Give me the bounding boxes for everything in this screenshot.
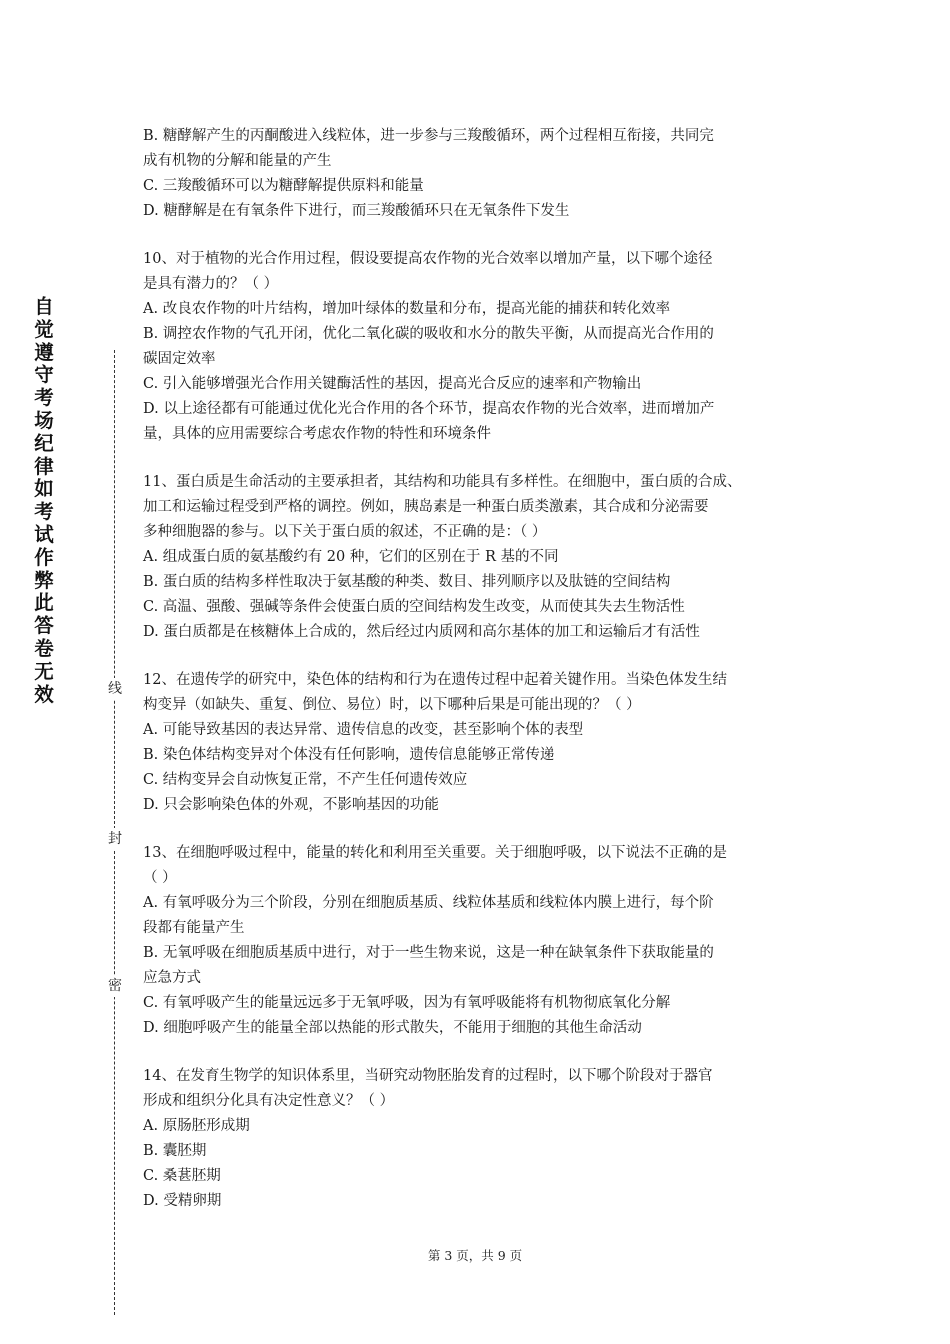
question-14 — [143, 1064, 828, 1214]
binding-mark-feng: 封 — [104, 828, 126, 850]
question-stem-line: 11、蛋白质是生命活动的主要承担者，其结构和功能具有多样性。在细胞中，蛋白质的合成、 — [143, 474, 742, 490]
option-line: 碳固定效率 — [143, 351, 216, 367]
question-10 — [143, 247, 828, 447]
option-line: A. 原肠胚形成期 — [143, 1118, 250, 1134]
question-content — [143, 124, 828, 1214]
question-stem-line: 加工和运输过程受到严格的调控。例如，胰岛素是一种蛋白质类激素，其合成和分泌需要 — [143, 499, 709, 515]
option-line: D. 蛋白质都是在核糖体上合成的，然后经过内质网和高尔基体的加工和运输后才有活性 — [143, 624, 700, 640]
option-line: C. 有氧呼吸产生的能量远远多于无氧呼吸，因为有氧呼吸能将有机物彻底氧化分解 — [143, 995, 671, 1011]
option-line: A. 有氧呼吸分为三个阶段，分别在细胞质基质、线粒体基质和线粒体内膜上进行，每个阶 — [143, 895, 714, 911]
question-stem-line: （ ） — [143, 870, 177, 886]
option-line: C. 桑葚胚期 — [143, 1168, 221, 1184]
question-stem-line: 13、在细胞呼吸过程中，能量的转化和利用至关重要。关于细胞呼吸，以下说法不正确的是 — [143, 845, 727, 861]
question-13 — [143, 841, 828, 1041]
option-line: C. 三羧酸循环可以为糖酵解提供原料和能量 — [143, 178, 424, 194]
page-number: 第 3 页，共 9 页 — [427, 1248, 523, 1263]
binding-mark-xian: 线 — [104, 678, 126, 700]
question-stem-line: 12、在遗传学的研究中，染色体的结构和行为在遗传过程中起着关键作用。当染色体发生结 — [143, 672, 727, 688]
question-9-options — [143, 124, 828, 224]
option-line: B. 调控农作物的气孔开闭，优化二氧化碳的吸收和水分的散失平衡，从而提高光合作用的 — [143, 326, 714, 342]
question-stem-line: 形成和组织分化具有决定性意义？（ ） — [143, 1093, 395, 1109]
option-line: C. 结构变异会自动恢复正常，不产生任何遗传效应 — [143, 772, 468, 788]
option-line: B. 无氧呼吸在细胞质基质中进行，对于一些生物来说，这是一种在缺氧条件下获取能量的 — [143, 945, 714, 961]
option-line: B. 染色体结构变异对个体没有任何影响，遗传信息能够正常传递 — [143, 747, 555, 763]
option-line: A. 组成蛋白质的氨基酸约有 20 种，它们的区别在于 R 基的不同 — [143, 549, 559, 565]
option-line: D. 以上途径都有可能通过优化光合作用的各个环节，提高农作物的光合效率，进而增加产 — [143, 401, 715, 417]
binding-mark-mi: 密 — [104, 975, 126, 997]
option-line: B. 蛋白质的结构多样性取决于氨基酸的种类、数目、排列顺序以及肽链的空间结构 — [143, 574, 671, 590]
option-line: C. 高温、强酸、强碱等条件会使蛋白质的空间结构发生改变，从而使其失去生物活性 — [143, 599, 685, 615]
option-line: C. 引入能够增强光合作用关键酶活性的基因，提高光合反应的速率和产物输出 — [143, 376, 642, 392]
question-stem-line: 多种细胞器的参与。以下关于蛋白质的叙述，不正确的是：（ ） — [143, 524, 547, 540]
option-line: 成有机物的分解和能量的产生 — [143, 153, 332, 169]
exam-discipline-notice: 自觉遵守考场纪律如考试作弊此答卷无效 — [34, 295, 54, 706]
option-line: 段都有能量产生 — [143, 920, 245, 936]
option-line: D. 细胞呼吸产生的能量全部以热能的形式散失，不能用于细胞的其他生命活动 — [143, 1020, 642, 1036]
question-stem-line: 构变异（如缺失、重复、倒位、易位）时，以下哪种后果是可能出现的？（ ） — [143, 697, 641, 713]
question-stem-line: 10、对于植物的光合作用过程，假设要提高农作物的光合效率以增加产量，以下哪个途径 — [143, 251, 713, 267]
question-11 — [143, 470, 828, 645]
option-line: A. 改良农作物的叶片结构，增加叶绿体的数量和分布，提高光能的捕获和转化效率 — [143, 301, 671, 317]
option-line: D. 糖酵解是在有氧条件下进行，而三羧酸循环只在无氧条件下发生 — [143, 203, 570, 219]
option-line: A. 可能导致基因的表达异常、遗传信息的改变，甚至影响个体的表型 — [143, 722, 584, 738]
option-line: 量，具体的应用需要综合考虑农作物的特性和环境条件 — [143, 426, 491, 442]
question-stem-line: 是具有潜力的？（ ） — [143, 276, 279, 292]
option-line: D. 只会影响染色体的外观，不影响基因的功能 — [143, 797, 439, 813]
option-line: B. 糖酵解产生的丙酮酸进入线粒体，进一步参与三羧酸循环，两个过程相互衔接，共同完 — [143, 128, 714, 144]
option-line: D. 受精卵期 — [143, 1193, 222, 1209]
question-12 — [143, 668, 828, 818]
question-stem-line: 14、在发育生物学的知识体系里，当研究动物胚胎发育的过程时，以下哪个阶段对于器官 — [143, 1068, 713, 1084]
option-line: 应急方式 — [143, 970, 201, 986]
option-line: B. 囊胚期 — [143, 1143, 207, 1159]
